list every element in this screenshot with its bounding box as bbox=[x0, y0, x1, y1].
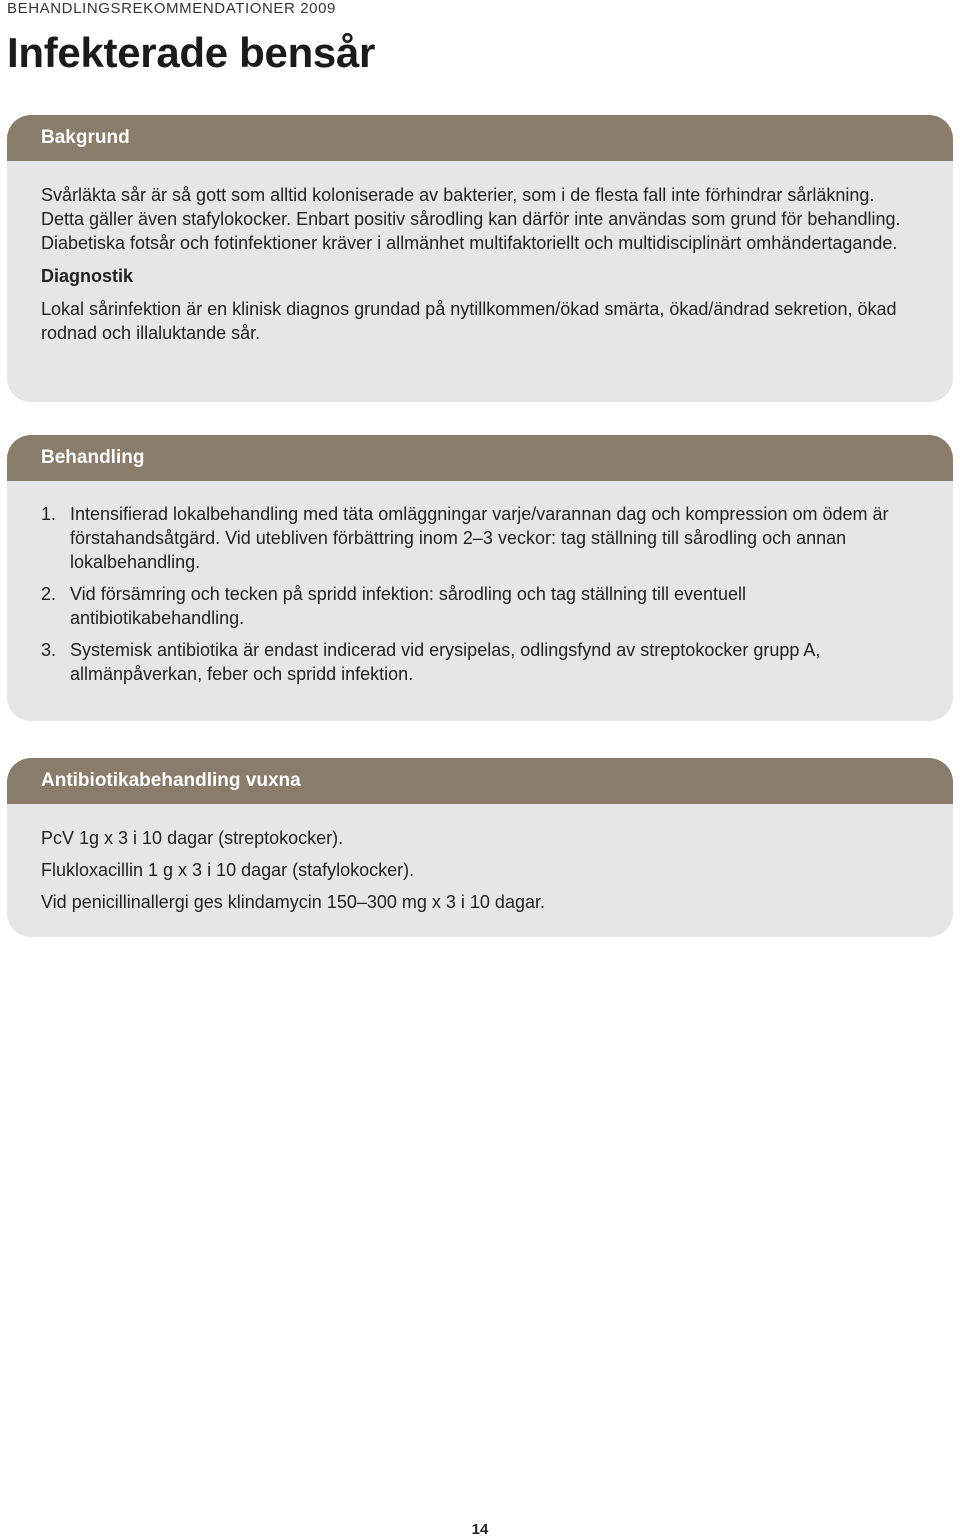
antibiotika-heading: Antibiotikabehandling vuxna bbox=[7, 758, 953, 804]
list-item bbox=[41, 638, 913, 686]
behandling-body bbox=[7, 481, 953, 686]
bakgrund-body bbox=[7, 161, 953, 345]
list-item-text: Intensifierad lokalbehandling med täta omläggningar varje/varannan dag och kompression om ödem är förstahandsåtgärd. Vid utebliven förbättring inom 2–3 veckor: tag ställning till sårodling och annan lokalbehandling. bbox=[70, 504, 889, 572]
list-item-number: 2. bbox=[41, 584, 57, 604]
antibiotika-line: PcV 1g x 3 i 10 dagar (streptokocker). bbox=[41, 828, 344, 848]
page-number: 14 bbox=[471, 1521, 489, 1538]
antibiotika-line: Vid penicillinallergi ges klindamycin 150–300 mg x 3 i 10 dagar. bbox=[41, 892, 545, 912]
running-head: BEHANDLINGSREKOMMENDATIONER 2009 bbox=[7, 0, 336, 17]
list-item-number: 1. bbox=[41, 504, 57, 524]
behandling-heading: Behandling bbox=[7, 435, 953, 481]
diagnostik-text: Lokal sårinfektion är en klinisk diagnos grundad på nytillkommen/ökad smärta, ökad/ändrad sekretion, ökad rodnad och illaluktande sår. bbox=[41, 299, 897, 343]
antibiotika-body bbox=[7, 804, 953, 914]
list-item-text: Vid försämring och tecken på spridd infektion: sårodling och tag ställning till eventuell antibiotikabehandling. bbox=[70, 584, 747, 628]
antibiotika-box bbox=[7, 758, 953, 937]
list-item-text: Systemisk antibiotika är endast indicerad vid erysipelas, odlingsfynd av streptokocker grupp A, allmänpåverkan, feber och spridd infektion. bbox=[70, 640, 821, 684]
bakgrund-text: Svårläkta sår är så gott som alltid koloniserade av bakterier, som i de flesta fall inte förhindrar sårläkning. Detta gäller även stafylokocker. Enbart positiv sårodling kan därför inte användas som grund för behandling. Diabetiska fotsår och fotinfektioner kräver i allmänhet multifaktoriellt och multidisciplinärt omhändertagande. bbox=[41, 185, 901, 253]
behandling-box bbox=[7, 435, 953, 721]
bakgrund-box bbox=[7, 115, 953, 402]
list-item bbox=[41, 502, 913, 574]
bakgrund-heading: Bakgrund bbox=[7, 115, 953, 161]
list-item bbox=[41, 582, 913, 630]
behandling-list bbox=[41, 502, 913, 686]
antibiotika-line: Flukloxacillin 1 g x 3 i 10 dagar (stafylokocker). bbox=[41, 860, 415, 880]
page-title: Infekterade bensår bbox=[7, 29, 376, 76]
diagnostik-heading: Diagnostik bbox=[41, 266, 134, 286]
list-item-number: 3. bbox=[41, 640, 57, 660]
